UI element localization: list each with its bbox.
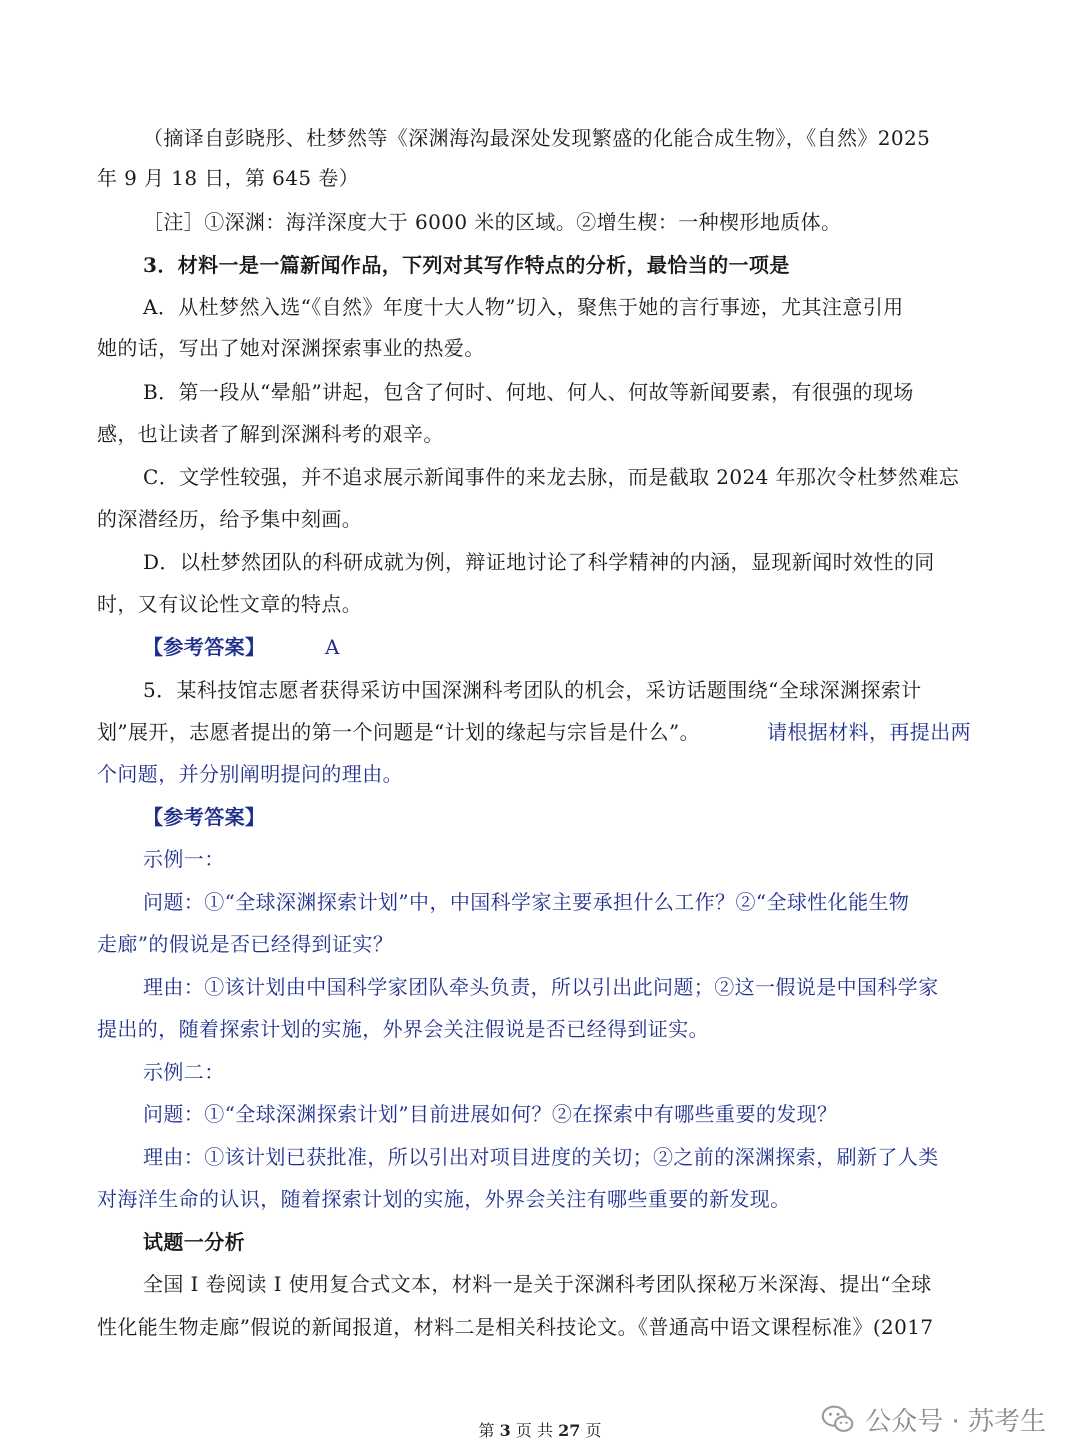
text-line-l12: 时，又有议论性文章的特点。 (97, 592, 363, 616)
text-line-l18: 【参考答案】 (143, 805, 266, 829)
text-line-l6: 她的话，写出了她对深渊探索事业的热爱。 (97, 336, 485, 360)
text-line-l14: A (325, 635, 340, 659)
wechat-icon (819, 1400, 857, 1438)
text-line-l29: 全国 I 卷阅读 I 使用复合式文本，材料一是关于深渊科考团队探秘万米深海、提出“全球 (143, 1272, 932, 1296)
text-line-l4: 3．材料一是一篇新闻作品，下列对其写作特点的分析，最恰当的一项是 (143, 253, 790, 277)
text-line-l9: C．文学性较强，并不追求展示新闻事件的来龙去脉，而是截取 2024 年那次令杜梦然难忘 (143, 465, 960, 489)
watermark (819, 1400, 1046, 1438)
text-line-l17: 个问题，并分别阐明提问的理由。 (97, 762, 403, 786)
text-line-l1: （摘译自彭晓彤、杜梦然等《深渊海沟最深处发现繁盛的化能合成生物》，《自然》2025 (143, 126, 931, 150)
footer-page-number: 3 (499, 1421, 511, 1440)
text-line-l21: 走廊”的假说是否已经得到证实？ (97, 932, 394, 956)
text-line-l7: B．第一段从“晕船”讲起，包含了何时、何地、何人、何故等新闻要素，有很强的现场 (143, 380, 914, 404)
text-line-l26: 理由：①该计划已获批准，所以引出对项目进度的关切；②之前的深渊探索，刷新了人类 (143, 1145, 939, 1169)
text-line-l10: 的深潜经历，给予集中刻画。 (97, 507, 363, 531)
text-line-l15: 5．某科技馆志愿者获得采访中国深渊科考团队的机会，采访话题围绕“全球深渊探索计 (143, 678, 922, 702)
text-line-l27: 对海洋生命的认识，随着探索计划的实施，外界会关注有哪些重要的新发现。 (97, 1187, 791, 1211)
watermark-text: 公众号 · 苏考生 (865, 1406, 1046, 1437)
text-line-l25: 问题：①“全球深渊探索计划”目前进展如何？②在探索中有哪些重要的发现？ (143, 1102, 838, 1126)
text-line-l3: ［注］①深渊：海洋深度大于 6000 米的区域。②增生楔：一种楔形地质体。 (143, 210, 842, 234)
footer-mid: 页 共 (515, 1421, 553, 1440)
text-line-l19: 示例一： (143, 847, 225, 871)
text-line-l16a: 划”展开，志愿者提出的第一个问题是“计划的缘起与宗旨是什么”。 (97, 720, 701, 744)
text-line-l13: 【参考答案】 (143, 635, 266, 659)
text-line-l8: 感，也让读者了解到深渊科考的艰辛。 (97, 422, 444, 446)
footer-suffix: 页 (585, 1421, 602, 1440)
footer-total-pages: 27 (558, 1421, 581, 1440)
text-line-l16b: 请根据材料，再提出两 (767, 720, 971, 744)
text-line-l20: 问题：①“全球深渊探索计划”中，中国科学家主要承担什么工作？②“全球性化能生物 (143, 890, 910, 914)
text-line-l28: 试题一分析 (143, 1230, 245, 1254)
text-line-l23: 提出的，随着探索计划的实施，外界会关注假说是否已经得到证实。 (97, 1017, 709, 1041)
text-line-l24: 示例二： (143, 1060, 225, 1084)
text-line-l11: D．以杜梦然团队的科研成就为例，辩证地讨论了科学精神的内涵，显现新闻时效性的同 (143, 550, 935, 574)
text-line-l30: 性化能生物走廊”假说的新闻报道，材料二是相关科技论文。《普通高中语文课程标准》(2017 (97, 1315, 934, 1339)
text-line-l2: 年 9 月 18 日，第 645 卷） (97, 166, 360, 190)
text-line-l22: 理由：①该计划由中国科学家团队牵头负责，所以引出此问题；②这一假说是中国科学家 (143, 975, 939, 999)
text-line-l5: A．从杜梦然入选“《自然》年度十大人物”切入，聚焦于她的言行事迹，尤其注意引用 (143, 295, 904, 319)
footer-prefix: 第 (478, 1421, 495, 1440)
